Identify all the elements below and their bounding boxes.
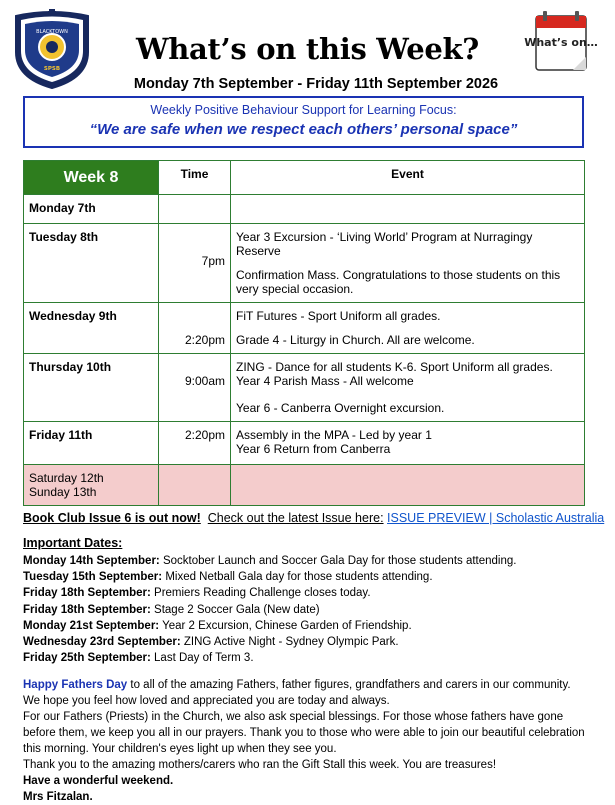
important-dates-list [23, 553, 516, 666]
list-item: Friday 18th September: Stage 2 Soccer Gala (New date) [23, 603, 320, 616]
time-value: 9:00am [184, 374, 225, 388]
whats-on-calendar-icon [524, 8, 598, 72]
event-cell [231, 224, 585, 303]
day-cell: Wednesday 9th [24, 303, 159, 354]
event-cell [231, 465, 585, 506]
event-text: Year 3 Excursion - ‘Living World’ Program at Nurragingy Reserve [236, 230, 533, 258]
day-cell: Saturday 12th Sunday 13th [24, 465, 159, 506]
book-club-notice [23, 511, 604, 525]
page-title: What’s on this Week? [136, 32, 479, 66]
list-item: Monday 14th September: Socktober Launch and Soccer Gala Day for those students attending. [23, 555, 517, 567]
table-row [24, 224, 585, 303]
fathers-day-highlight: Happy Fathers Day [23, 679, 128, 691]
event-cell [231, 354, 585, 422]
event-cell [231, 422, 585, 465]
weekly-schedule-table [23, 160, 585, 506]
event-text: Assembly in the MPA - Led by year 1 [236, 428, 432, 442]
event-text: Grade 4 - Liturgy in Church. All are welcome. [236, 333, 475, 347]
table-row-weekend [24, 465, 585, 506]
table-row [24, 422, 585, 465]
time-cell [159, 465, 231, 506]
event-cell [231, 303, 585, 354]
event-text: FiT Futures - Sport Uniform all grades. [236, 309, 441, 323]
list-item: Monday 21st September: Year 2 Excursion, Chinese Garden of Friendship. [23, 619, 412, 632]
table-header-row [24, 161, 585, 195]
time-cell [159, 422, 231, 465]
time-cell [159, 354, 231, 422]
event-text: Confirmation Mass. Congratulations to those students on this very special occasion. [236, 268, 561, 296]
time-header: Time [159, 161, 231, 195]
event-header: Event [231, 161, 585, 195]
event-text: ZING - Dance for all students K-6. Sport Uniform all grades. [236, 360, 553, 374]
focus-quote: “We are safe when we respect each others’ personal space” [89, 121, 518, 138]
time-value: 2:20pm [184, 428, 225, 442]
day-cell: Tuesday 8th [24, 224, 159, 303]
time-cell [159, 195, 231, 224]
table-row [24, 354, 585, 422]
table-row [24, 195, 585, 224]
signature: Mrs Fitzalan. [23, 791, 93, 803]
list-item: Wednesday 23rd September: ZING Active Night - Sydney Olympic Park. [23, 636, 399, 649]
event-cell [231, 195, 585, 224]
day-cell: Friday 11th [24, 422, 159, 465]
event-text: Year 4 Parish Mass - All welcome [236, 374, 414, 388]
book-club-lead: Book Club Issue 6 is out now! [23, 511, 201, 525]
list-item: Tuesday 15th September: Mixed Netball Gala day for those students attending. [23, 571, 433, 584]
svg-text:SPSB: SPSB [43, 66, 61, 72]
week-header: Week 8 [24, 161, 159, 195]
time-value: 2:20pm [184, 333, 225, 347]
important-dates-heading: Important Dates: [23, 536, 123, 550]
day-cell: Thursday 10th [24, 354, 159, 422]
school-crest-logo [12, 8, 92, 90]
table-row [24, 303, 585, 354]
day-cell: Monday 7th [24, 195, 159, 224]
list-item: Friday 25th September: Last Day of Term 3. [23, 652, 254, 665]
event-text: Year 6 Return from Canberra [236, 442, 391, 456]
time-cell [159, 224, 231, 303]
time-cell [159, 303, 231, 354]
fathers-day-message: Happy Fathers Day to all of the amazing Fathers, father figures, grandfathers and carers in our community. We hope you feel how loved and appreciated you are today and always. For our Fathers (Priests) in the Church, we also ask special blessings. For those whose fathers have gone before them, we keep you all in our prayers. Thank you to those who were able to join our beautiful celebration this morning. Your children's eyes light up when they see you. Thank you to the amazing mothers/carers who ran the Gift Stall this week. You are treasures! Have a wonderful weekend. Mrs Fitzalan. [23, 677, 598, 805]
whats-on-label: What’s on… [524, 36, 598, 49]
book-club-text: Check out the latest Issue here: [207, 511, 384, 525]
svg-text:BLACKTOWN: BLACKTOWN [36, 29, 68, 35]
date-range-subtitle: Monday 7th September - Friday 11th September 2026 [133, 76, 499, 92]
closing-line: Have a wonderful weekend. [23, 775, 174, 787]
issue-preview-link[interactable]: ISSUE PREVIEW | Scholastic Australia [387, 511, 605, 525]
list-item: Friday 18th September: Premiers Reading Challenge closes today. [23, 587, 371, 600]
focus-label: Weekly Positive Behaviour Support for Learning Focus: [150, 103, 457, 117]
behaviour-focus-box [23, 96, 584, 148]
event-text: Year 6 - Canberra Overnight excursion. [236, 401, 445, 415]
time-value: 7pm [201, 254, 225, 268]
